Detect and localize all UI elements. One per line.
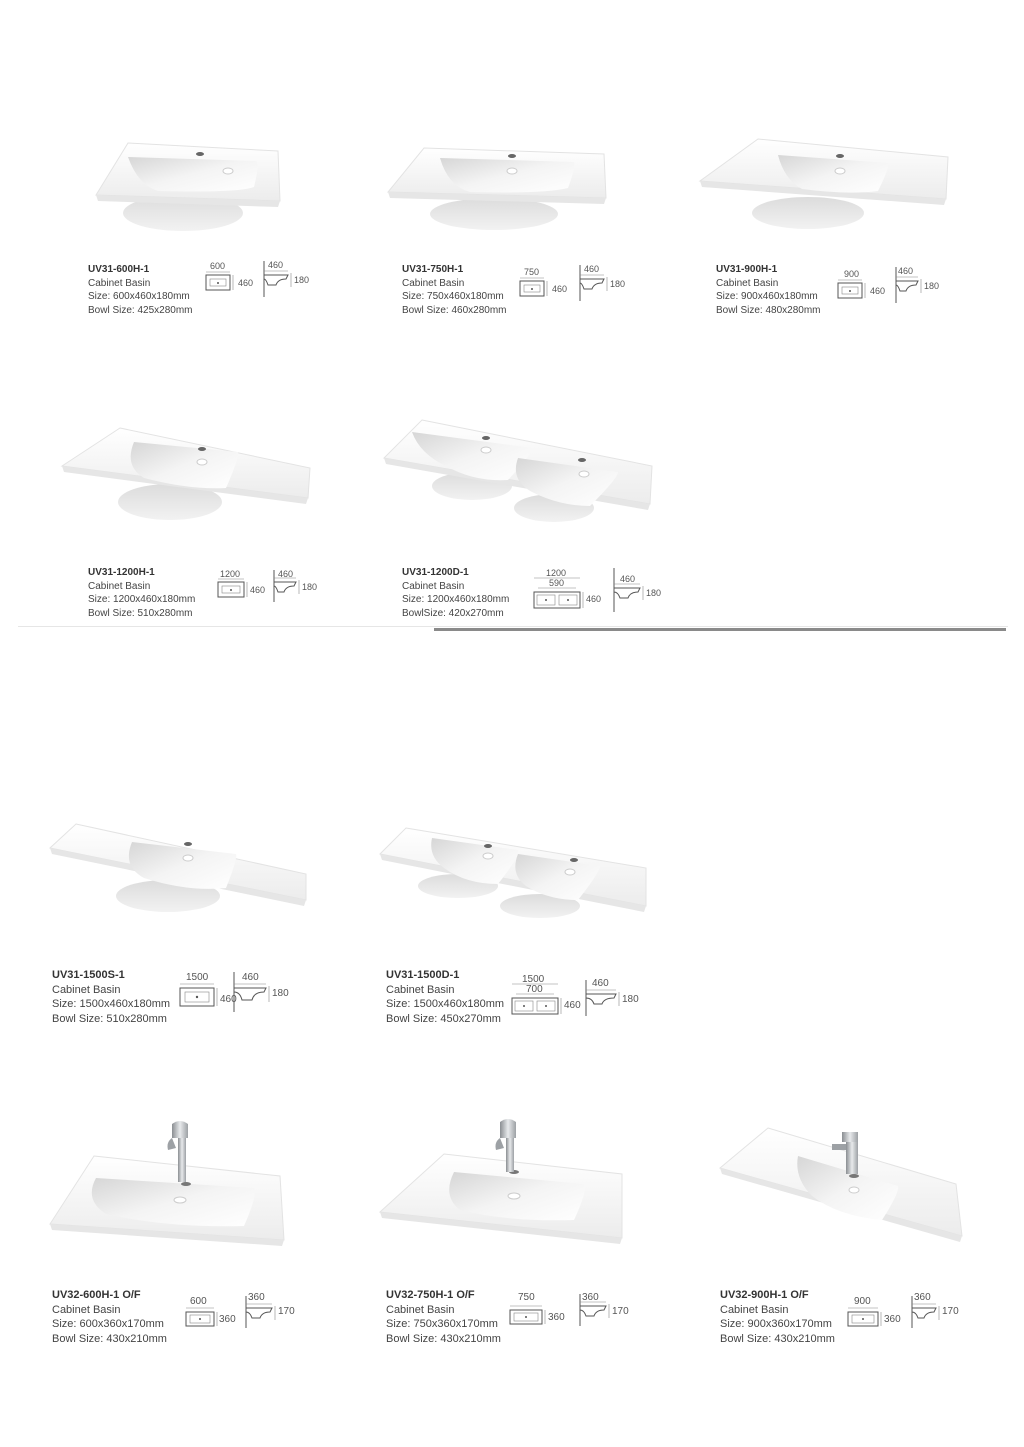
product-code: UV31-900H-1 (716, 264, 778, 275)
dimension-drawing (510, 1292, 630, 1342)
product-card (44, 1116, 344, 1348)
bowl-size: Bowl Size: 460x280mm (402, 304, 507, 316)
width-label: 1200 (220, 569, 241, 579)
basin-image (382, 418, 662, 528)
depth-label: 460 (552, 284, 568, 294)
basin-image (698, 135, 958, 235)
product-card (80, 135, 380, 325)
side-depth-label: 460 (592, 978, 609, 989)
dimension-drawing (180, 970, 310, 1026)
product-type: Cabinet Basin (386, 1303, 455, 1316)
page-divider (434, 628, 1006, 631)
product-card (80, 422, 380, 622)
basin-image (88, 135, 288, 235)
product-size: Size: 1200x460x180mm (88, 594, 196, 605)
product-code: UV32-750H-1 O/F (386, 1289, 475, 1301)
side-depth-label: 460 (584, 264, 600, 274)
side-depth-label: 460 (278, 569, 294, 579)
inner-width-label: 700 (526, 984, 543, 995)
product-type: Cabinet Basin (386, 983, 455, 996)
dimension-drawing (186, 1294, 306, 1344)
side-depth-label: 360 (914, 1292, 931, 1303)
height-label: 180 (622, 994, 639, 1005)
product-code: UV31-1500S-1 (52, 969, 125, 981)
depth-label: 460 (564, 1000, 581, 1011)
bowl-size: Bowl Size: 430x210mm (720, 1332, 835, 1345)
dimension-drawing (520, 265, 630, 315)
side-depth-label: 460 (242, 972, 259, 983)
depth-label: 360 (548, 1312, 565, 1323)
dimension-drawing (838, 267, 948, 317)
height-label: 180 (924, 281, 940, 291)
product-type: Cabinet Basin (52, 983, 121, 996)
width-label: 750 (518, 1292, 535, 1303)
side-depth-label: 460 (268, 260, 284, 270)
side-depth-label: 360 (248, 1292, 265, 1303)
side-depth-label: 460 (898, 266, 914, 276)
height-label: 170 (942, 1306, 959, 1317)
dimension-drawing (218, 568, 328, 618)
product-code: UV31-600H-1 (88, 264, 150, 275)
product-card (378, 826, 698, 1032)
basin-image (48, 1116, 298, 1246)
depth-label: 460 (238, 278, 254, 288)
depth-label: 360 (884, 1314, 901, 1325)
height-label: 180 (294, 275, 310, 285)
width-label: 900 (854, 1296, 871, 1307)
product-type: Cabinet Basin (402, 277, 465, 289)
depth-label: 460 (250, 585, 266, 595)
product-code: UV32-600H-1 O/F (52, 1289, 141, 1301)
product-type: Cabinet Basin (88, 580, 151, 592)
product-size: Size: 900x360x170mm (720, 1318, 832, 1330)
basin-image (48, 822, 318, 932)
product-size: Size: 900x460x180mm (716, 291, 818, 302)
product-card (44, 822, 344, 1032)
side-depth-label: 460 (620, 574, 636, 584)
product-type: Cabinet Basin (88, 277, 151, 289)
width-label: 600 (190, 1296, 207, 1307)
product-type: Cabinet Basin (716, 277, 779, 289)
side-depth-label: 360 (582, 1292, 599, 1303)
product-type: Cabinet Basin (52, 1303, 121, 1316)
dimension-drawing (848, 1294, 968, 1344)
product-size: Size: 750x460x180mm (402, 291, 504, 302)
height-label: 180 (272, 988, 289, 999)
product-code: UV31-1200D-1 (402, 567, 469, 578)
width-label: 600 (210, 261, 226, 271)
width-label: 900 (844, 269, 860, 279)
depth-label: 460 (870, 286, 886, 296)
height-label: 180 (302, 582, 318, 592)
depth-label: 460 (586, 594, 602, 604)
height-label: 170 (278, 1306, 295, 1317)
depth-label: 360 (219, 1314, 236, 1325)
basin-image (378, 1116, 628, 1246)
height-label: 180 (610, 279, 626, 289)
basin-image (718, 1126, 978, 1246)
product-card (394, 418, 714, 622)
bowl-size: Bowl Size: 510x280mm (88, 607, 193, 619)
product-size: Size: 600x360x170mm (52, 1318, 164, 1330)
basin-image (384, 140, 614, 240)
bowl-size: BowlSize: 420x270mm (402, 607, 504, 619)
product-size: Size: 1500x460x180mm (386, 998, 505, 1010)
bowl-size: Bowl Size: 425x280mm (88, 304, 193, 316)
dimension-drawing (512, 974, 642, 1030)
product-code: UV31-1500D-1 (386, 969, 460, 981)
basin-image (378, 826, 658, 926)
product-size: Size: 600x460x180mm (88, 291, 190, 302)
bowl-size: Bowl Size: 430x210mm (386, 1332, 501, 1345)
product-code: UV31-750H-1 (402, 264, 464, 275)
product-code: UV31-1200H-1 (88, 567, 155, 578)
product-card (712, 1126, 1012, 1348)
bowl-size: Bowl Size: 450x270mm (386, 1012, 501, 1025)
width-label: 1200 (546, 568, 567, 578)
product-card (378, 1116, 678, 1348)
width-label: 750 (524, 267, 540, 277)
product-size: Size: 1500x460x180mm (52, 998, 171, 1010)
height-label: 170 (612, 1306, 629, 1317)
product-code: UV32-900H-1 O/F (720, 1289, 809, 1301)
product-type: Cabinet Basin (402, 580, 465, 592)
height-label: 180 (646, 588, 662, 598)
bowl-size: Bowl Size: 480x280mm (716, 304, 821, 316)
basin-image (60, 422, 320, 532)
dimension-drawing (534, 568, 664, 618)
bowl-size: Bowl Size: 430x210mm (52, 1332, 167, 1345)
width-label: 1500 (186, 972, 209, 983)
product-card (708, 135, 1008, 325)
product-card (394, 135, 694, 325)
inner-width-label: 590 (549, 578, 565, 588)
page-divider-light (18, 626, 1008, 627)
product-type: Cabinet Basin (720, 1303, 789, 1316)
bowl-size: Bowl Size: 510x280mm (52, 1012, 167, 1025)
product-size: Size: 1200x460x180mm (402, 594, 510, 605)
width-label: 1500 (522, 974, 545, 985)
dimension-drawing (206, 261, 316, 311)
product-size: Size: 750x360x170mm (386, 1318, 498, 1330)
depth-label: 460 (220, 994, 237, 1005)
